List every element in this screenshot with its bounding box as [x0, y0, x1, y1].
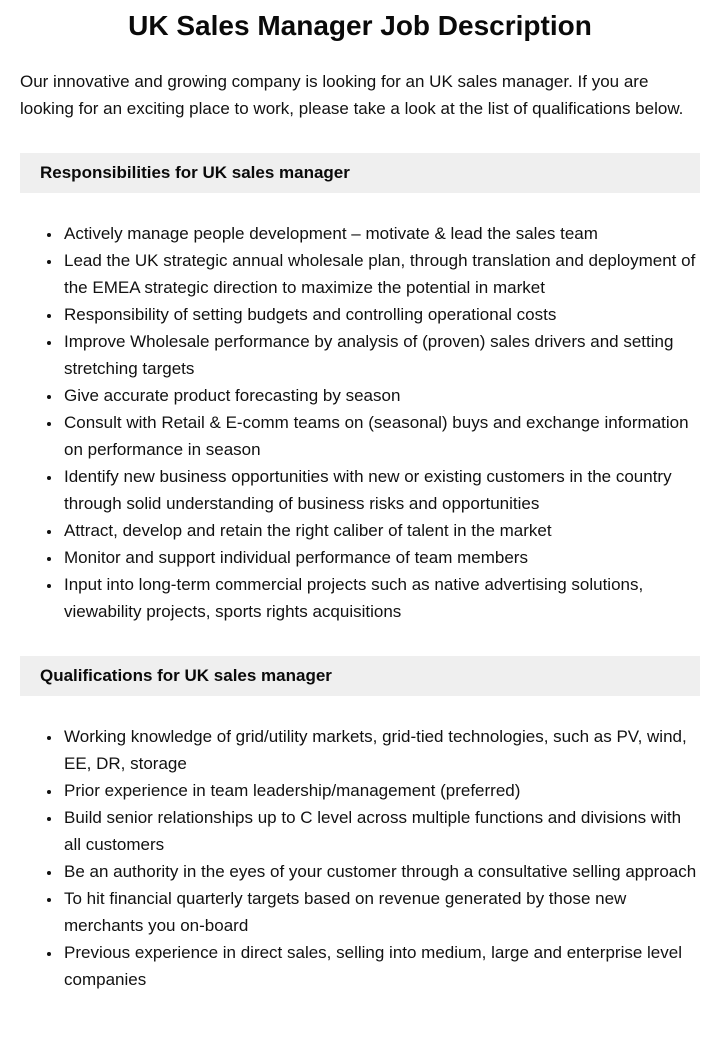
list-item: • Lead the UK strategic annual wholesale plan, through translation and deployment of the EMEA strategic direction to maximize the potential in market [62, 247, 700, 301]
list-item: • Input into long-term commercial projects such as native advertising solutions, viewability projects, sports rights acquisitions [62, 571, 700, 625]
section-heading: Responsibilities for UK sales manager [20, 153, 700, 193]
list-item: • Prior experience in team leadership/management (preferred) [62, 777, 700, 804]
list-item: • Be an authority in the eyes of your customer through a consultative selling approach [62, 858, 700, 885]
list-item: • Actively manage people development – motivate & lead the sales team [62, 220, 700, 247]
responsibilities-list [20, 220, 700, 625]
section-qualifications [20, 656, 700, 993]
list-item: • Identify new business opportunities with new or existing customers in the country through solid understanding of business risks and opportunities [62, 463, 700, 517]
section-responsibilities [20, 153, 700, 625]
intro-paragraph: Our innovative and growing company is looking for an UK sales manager. If you are looking for an exciting place to work, please take a look at the list of qualifications below. [20, 72, 684, 118]
list-item: • Previous experience in direct sales, selling into medium, large and enterprise level companies [62, 939, 700, 993]
list-item: • To hit financial quarterly targets based on revenue generated by those new merchants you on-board [62, 885, 700, 939]
list-item: • Responsibility of setting budgets and controlling operational costs [62, 301, 700, 328]
list-item: • Build senior relationships up to C level across multiple functions and divisions with all customers [62, 804, 700, 858]
page-title: UK Sales Manager Job Description [128, 10, 592, 41]
list-item: • Working knowledge of grid/utility markets, grid-tied technologies, such as PV, wind, EE, DR, storage [62, 723, 700, 777]
qualifications-list [20, 723, 700, 993]
list-item: • Give accurate product forecasting by season [62, 382, 700, 409]
list-item: • Consult with Retail & E-comm teams on (seasonal) buys and exchange information on performance in season [62, 409, 700, 463]
list-item: • Improve Wholesale performance by analysis of (proven) sales drivers and setting stretching targets [62, 328, 700, 382]
list-item: • Monitor and support individual performance of team members [62, 544, 700, 571]
list-item: • Attract, develop and retain the right caliber of talent in the market [62, 517, 700, 544]
section-heading: Qualifications for UK sales manager [20, 656, 700, 696]
